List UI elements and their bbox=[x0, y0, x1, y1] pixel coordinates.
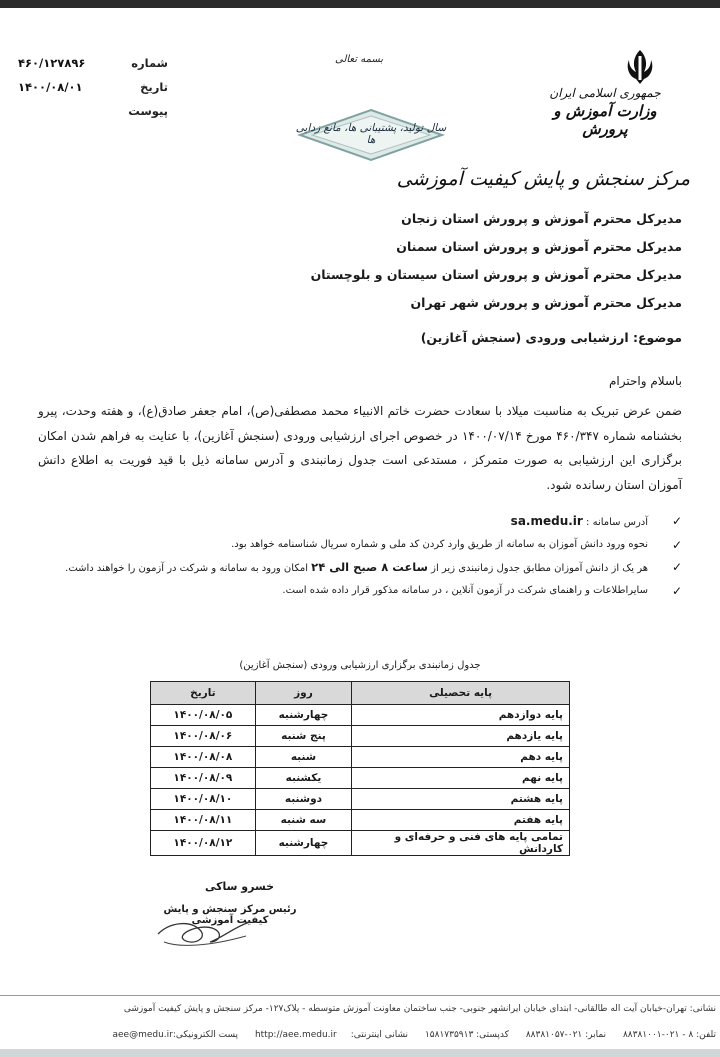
list-item bbox=[38, 534, 682, 556]
checkmark-icon: ✓ bbox=[671, 538, 682, 552]
letter-meta bbox=[18, 56, 168, 128]
list-item-text: نحوه ورود دانش آموزان به سامانه از طریق وارد کردن کد ملی و شماره سریال شناسنامه خواهد بود. bbox=[231, 539, 648, 550]
date-label: تاریخ bbox=[140, 80, 168, 94]
footer-postal-code: کدپستی: ۱۵۸۱۷۳۵۹۱۳ bbox=[424, 1030, 509, 1040]
table-caption: جدول زمانبندی برگزاری ارزشیابی ورودی (سنجش آغازین) bbox=[239, 660, 481, 671]
date-cell: ۱۴۰۰/۰۸/۱۲ bbox=[151, 831, 256, 856]
number-label: شماره bbox=[131, 56, 168, 70]
system-address-link[interactable]: sa.medu.ir bbox=[510, 514, 583, 528]
day-cell: چهارشنبه bbox=[255, 831, 351, 856]
list-item-text: هر یک از دانش آموزان مطابق جدول زمانبندی زیر از bbox=[431, 563, 648, 574]
grade-cell: پایه دوازدهم bbox=[352, 705, 570, 726]
number-value: ۴۶۰/۱۲۷۸۹۶ bbox=[18, 56, 86, 70]
iran-emblem-icon bbox=[622, 48, 658, 86]
checkmark-icon: ✓ bbox=[671, 584, 682, 598]
table-row bbox=[151, 747, 570, 768]
grade-cell: پایه هفتم bbox=[352, 810, 570, 831]
footer-website-link[interactable]: http://aee.medu.ir bbox=[254, 1030, 337, 1040]
schedule-table bbox=[150, 681, 570, 856]
date-cell: ۱۴۰۰/۰۸/۰۵ bbox=[151, 705, 256, 726]
list-item bbox=[38, 580, 682, 602]
checkmark-icon: ✓ bbox=[671, 560, 682, 574]
day-cell: دوشنبه bbox=[255, 789, 351, 810]
system-address-label: آدرس سامانه : bbox=[586, 517, 648, 528]
addressee: مدیرکل محترم آموزش و پرورش استان زنجان bbox=[401, 211, 682, 226]
grade-cell: پایه هشتم bbox=[352, 789, 570, 810]
footer-website-group bbox=[255, 1030, 408, 1040]
table-row bbox=[151, 726, 570, 747]
table-row bbox=[151, 810, 570, 831]
table-row bbox=[151, 705, 570, 726]
footer-email-group bbox=[112, 1030, 238, 1040]
grade-cell: پایه یازدهم bbox=[352, 726, 570, 747]
letter-subject: موضوع: ارزشیابی ورودی (سنجش آغازین) bbox=[420, 330, 682, 345]
top-bar bbox=[0, 0, 720, 8]
footer-website-label: نشانی اینترنتی: bbox=[350, 1030, 409, 1040]
list-item-emphasis: ساعت ۸ صبح الی ۲۴ bbox=[311, 560, 428, 574]
greeting: باسلام واحترام bbox=[608, 374, 682, 388]
column-header-date: تاریخ bbox=[151, 682, 256, 705]
addressee: مدیرکل محترم آموزش و پرورش استان سیستان و بلوچستان bbox=[310, 267, 682, 282]
footer-contacts bbox=[8, 1030, 716, 1040]
addressee: مدیرکل محترم آموزش و پرورش شهر تهران bbox=[410, 295, 682, 310]
grade-cell: پایه دهم bbox=[352, 747, 570, 768]
footer-divider bbox=[0, 995, 720, 996]
grade-cell: پایه نهم bbox=[352, 768, 570, 789]
footer-fax: نمابر: ۰۲۱-۸۸۳۸۱۰۵۷ bbox=[525, 1030, 607, 1040]
handwritten-signature-icon bbox=[150, 912, 260, 952]
date-cell: ۱۴۰۰/۰۸/۰۶ bbox=[151, 726, 256, 747]
ministry-line-2: وزارت آموزش و پرورش bbox=[553, 102, 657, 138]
day-cell: شنبه bbox=[255, 747, 351, 768]
ministry-name bbox=[530, 86, 680, 138]
bismillah: بسمه تعالی bbox=[335, 54, 384, 65]
column-header-day: روز bbox=[255, 682, 351, 705]
signatory-title: رئیس مرکز سنجش و پایش کیفیت آموزشی bbox=[163, 904, 297, 926]
checkmark-icon: ✓ bbox=[671, 514, 682, 528]
day-cell: یکشنبه bbox=[255, 768, 351, 789]
center-name: مرکز سنجش و پایش کیفیت آموزشی bbox=[396, 168, 690, 190]
date-cell: ۱۴۰۰/۰۸/۰۸ bbox=[151, 747, 256, 768]
letter-body: ضمن عرض تبریک به مناسبت میلاد با سعادت حضرت خاتم الانبیاء محمد مصطفی(ص)، امام جعفر صادق(ع)، و هفته وحدت، پیرو بخشنامه شماره ۴۶۰/۳۴۷ مورخ ۱۴۰۰/۰۷/۱۴ در خصوص اجرای ارزشیابی ورودی (سنجش آغازین)، با عنایت به فراهم شدن امکان برگزاری این ارزشیابی به صورت متمرکز ، مستدعی است جدول زمانبندی و آدرس سامانه ذیل با قید فوریت به اطلاع دانش آموزان استان رسانده شود. bbox=[38, 404, 683, 492]
addressee: مدیرکل محترم آموزش و پرورش استان سمنان bbox=[396, 239, 682, 254]
list-item bbox=[38, 556, 682, 580]
date-value: ۱۴۰۰/۰۸/۰۱ bbox=[18, 80, 83, 94]
instruction-checklist bbox=[38, 510, 682, 602]
footer-email-label: پست الکترونیکی: bbox=[172, 1030, 239, 1040]
list-item-text: امکان ورود به سامانه و شرکت در آزمون را خواهند داشت. bbox=[65, 563, 308, 574]
column-header-grade: پایه تحصیلی bbox=[352, 682, 570, 705]
day-cell: سه شنبه bbox=[255, 810, 351, 831]
footer-email-link[interactable]: aee@medu.ir bbox=[112, 1030, 173, 1040]
addressee-list bbox=[162, 205, 682, 317]
attachment-label: پیوست bbox=[128, 104, 168, 118]
day-cell: پنج شنبه bbox=[255, 726, 351, 747]
day-cell: چهارشنبه bbox=[255, 705, 351, 726]
grade-cell: تمامی پایه های فنی و حرفه‌ای و کاردانش bbox=[352, 831, 570, 856]
table-row bbox=[151, 831, 570, 856]
date-cell: ۱۴۰۰/۰۸/۰۹ bbox=[151, 768, 256, 789]
list-item-text: سایراطلاعات و راهنمای شرکت در آزمون آنلاین ، در سامانه مذکور قرار داده شده است. bbox=[282, 585, 648, 596]
table-row bbox=[151, 768, 570, 789]
signatory-name: خسرو ساکی bbox=[205, 880, 275, 893]
footer-phone: تلفن: ۸ - ۰۲۱-۸۸۳۸۱۰۰۱ bbox=[622, 1030, 716, 1040]
bottom-bar bbox=[0, 1049, 720, 1057]
list-item bbox=[38, 510, 682, 534]
footer-address: نشانی: تهران-خیابان آیت اله طالقانی- ابتدای خیابان ایرانشهر جنوبی- جنب ساختمان معاونت آموزش متوسطه - پلاک۱۲۷- مرکز سنجش و پایش کیفیت آموزشی bbox=[123, 1004, 716, 1014]
table-header-row bbox=[151, 682, 570, 705]
year-motto: سال تولید، پشتیبانی ها، مانع زدایی ها bbox=[295, 122, 447, 146]
ministry-line-1: جمهوری اسلامی ایران bbox=[549, 86, 661, 100]
table-row bbox=[151, 789, 570, 810]
date-cell: ۱۴۰۰/۰۸/۱۱ bbox=[151, 810, 256, 831]
date-cell: ۱۴۰۰/۰۸/۱۰ bbox=[151, 789, 256, 810]
